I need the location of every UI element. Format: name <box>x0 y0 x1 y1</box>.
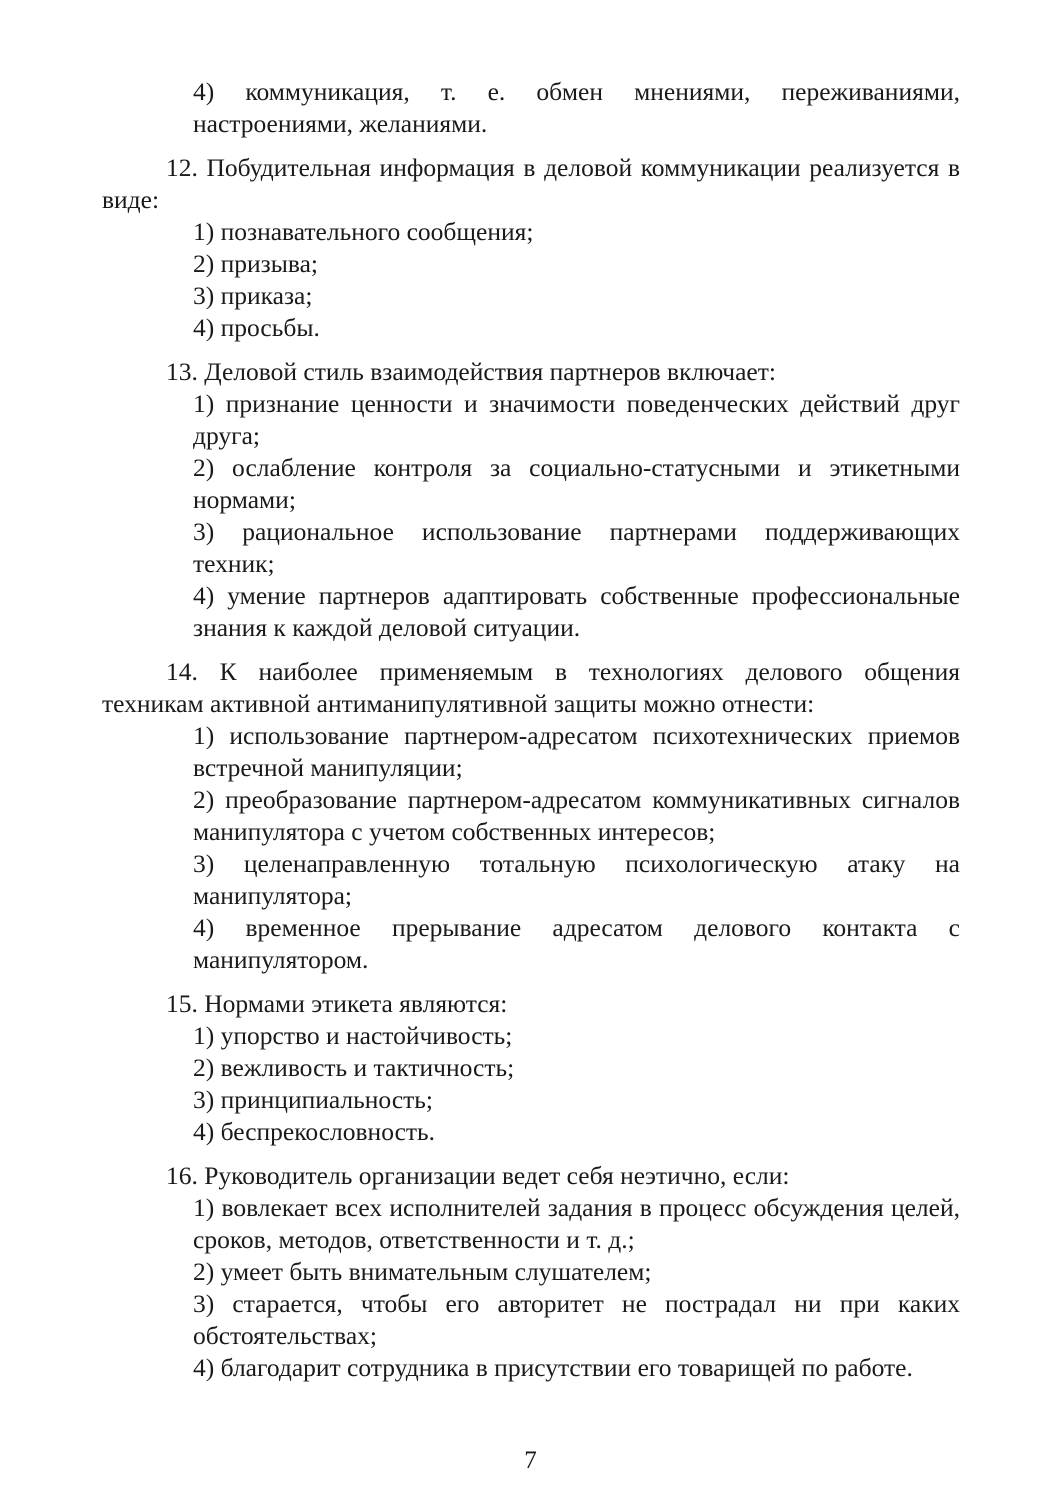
question-text: 12. Побудительная информация в деловой коммуникации реализуется в виде: <box>102 153 960 214</box>
answer-option: 4) благодарит сотрудника в присутствии его товарищей по работе. <box>193 1353 913 1382</box>
question-15 <box>102 988 960 1148</box>
question-text: 14. К наиболее применяемым в технологиях делового общения техникам активной антиманипулятивной защиты можно отнести: <box>102 657 960 718</box>
answer-option: 1) познавательного сообщения; <box>193 217 534 246</box>
answer-option: 3) рациональное использование партнерами поддерживающих техник; <box>193 517 960 578</box>
page-content <box>102 76 960 1384</box>
question-text: 15. Нормами этикета являются: <box>166 989 508 1018</box>
answer-option: 3) приказа; <box>193 281 313 310</box>
answer-option: 1) вовлекает всех исполнителей задания в процесс обсуждения целей, сроков, методов, ответственности и т. д.; <box>193 1193 960 1254</box>
answer-option: 2) призыва; <box>193 249 318 278</box>
answer-option: 4) беспрекословность. <box>193 1117 436 1146</box>
answer-option: 2) преобразование партнером-адресатом коммуникативных сигналов манипулятора с учетом собственных интересов; <box>193 785 960 846</box>
question-12 <box>102 152 960 344</box>
question-13 <box>102 356 960 644</box>
question-text: 13. Деловой стиль взаимодействия партнеров включает: <box>166 357 776 386</box>
answer-option: 4) временное прерывание адресатом делового контакта с манипулятором. <box>193 913 960 974</box>
answer-option: 4) просьбы. <box>193 313 320 342</box>
answer-option: 3) целенаправленную тотальную психологическую атаку на манипулятора; <box>193 849 960 910</box>
answer-option: 4) умение партнеров адаптировать собственные профессиональные знания к каждой деловой ситуации. <box>193 581 960 642</box>
page-number: 7 <box>524 1447 537 1474</box>
answer-option: 3) старается, чтобы его авторитет не пострадал ни при каких обстоятельствах; <box>193 1289 960 1350</box>
answer-option: 1) использование партнером-адресатом психотехнических приемов встречной манипуляции; <box>193 721 960 782</box>
answer-option: 1) признание ценности и значимости поведенческих действий друг друга; <box>193 389 960 450</box>
answer-option: 1) упорство и настойчивость; <box>193 1021 513 1050</box>
carryover-option: 4) коммуникация, т. е. обмен мнениями, переживаниями, настроениями, желаниями. <box>193 77 960 138</box>
question-14 <box>102 656 960 976</box>
question-text: 16. Руководитель организации ведет себя неэтично, если: <box>166 1161 790 1190</box>
answer-option: 2) умеет быть внимательным слушателем; <box>193 1257 652 1286</box>
question-16 <box>102 1160 960 1384</box>
answer-option: 3) принципиальность; <box>193 1085 433 1114</box>
answer-option: 2) вежливость и тактичность; <box>193 1053 515 1082</box>
answer-option: 2) ослабление контроля за социально-статусными и этикетными нормами; <box>193 453 960 514</box>
